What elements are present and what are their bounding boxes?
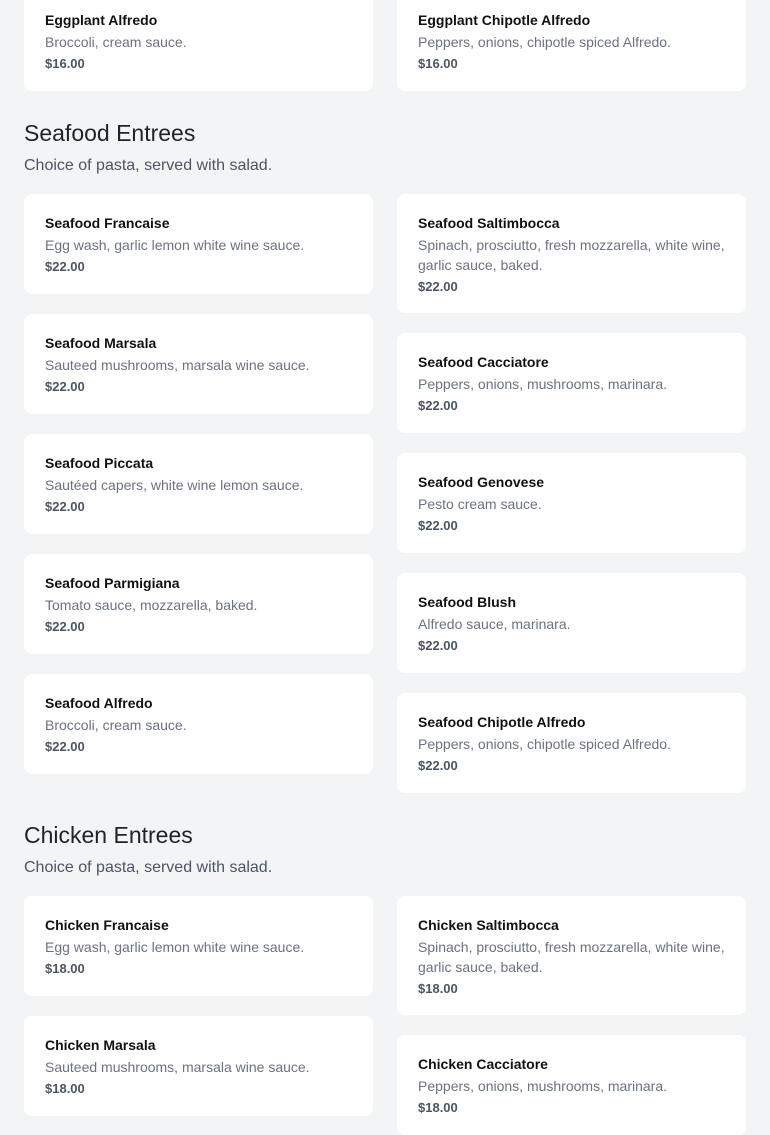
item-price: $16.00: [418, 56, 458, 71]
menu-item-card[interactable]: [24, 554, 373, 654]
item-price: $18.00: [45, 1081, 85, 1096]
eggplant-left-column: [24, 0, 373, 91]
item-name: Seafood Chipotle Alfredo: [418, 714, 586, 730]
item-description: Sautéed capers, white wine lemon sauce.: [45, 477, 304, 493]
section-subtitle: Choice of pasta, served with salad.: [24, 157, 273, 174]
item-price: $18.00: [418, 1100, 458, 1115]
item-description: Sauteed mushrooms, marsala wine sauce.: [45, 357, 310, 373]
item-price: $22.00: [45, 499, 85, 514]
item-price: $16.00: [45, 56, 85, 71]
item-description: Broccoli, cream sauce.: [45, 717, 187, 733]
item-description: Peppers, onions, mushrooms, marinara.: [418, 1078, 667, 1094]
item-name: Chicken Saltimbocca: [418, 917, 559, 933]
item-description: Spinach, prosciutto, fresh mozzarella, white wine, garlic sauce, baked.: [418, 939, 725, 975]
menu-item-card[interactable]: [397, 693, 746, 793]
item-description: Peppers, onions, chipotle spiced Alfredo.: [418, 736, 671, 752]
eggplant-section: [0, 0, 770, 91]
item-name: Seafood Genovese: [418, 474, 545, 490]
item-price: $18.00: [45, 961, 85, 976]
item-price: $22.00: [418, 279, 458, 294]
item-name: Seafood Piccata: [45, 455, 154, 471]
item-description: Alfredo sauce, marinara.: [418, 616, 571, 632]
menu-item-card[interactable]: [24, 194, 373, 294]
item-price: $22.00: [45, 619, 85, 634]
section-title: Chicken Entrees: [24, 822, 193, 848]
item-price: $22.00: [418, 758, 458, 773]
item-price: $22.00: [418, 398, 458, 413]
item-name: Seafood Saltimbocca: [418, 215, 560, 231]
item-description: Pesto cream sauce.: [418, 496, 542, 512]
item-description: Spinach, prosciutto, fresh mozzarella, white wine, garlic sauce, baked.: [418, 237, 725, 273]
item-price: $22.00: [45, 739, 85, 754]
item-description: Tomato sauce, mozzarella, baked.: [45, 597, 258, 613]
seafood-right-column: [397, 194, 746, 793]
section-title: Seafood Entrees: [24, 120, 196, 146]
item-name: Seafood Francaise: [45, 215, 170, 231]
chicken-right-column: [397, 896, 746, 1135]
seafood-left-column: [24, 194, 373, 793]
menu-item-card[interactable]: [397, 333, 746, 433]
menu-item-card[interactable]: [397, 1035, 746, 1135]
item-price: $18.00: [418, 981, 458, 996]
menu-item-card[interactable]: [24, 0, 373, 91]
menu-item-card[interactable]: [397, 573, 746, 673]
item-price: $22.00: [45, 379, 85, 394]
item-description: Sauteed mushrooms, marsala wine sauce.: [45, 1059, 310, 1075]
item-name: Seafood Marsala: [45, 335, 157, 351]
item-price: $22.00: [418, 638, 458, 653]
item-description: Peppers, onions, mushrooms, marinara.: [418, 376, 667, 392]
menu-item-card[interactable]: [24, 896, 373, 996]
item-description: Peppers, onions, chipotle spiced Alfredo.: [418, 34, 671, 50]
section-subtitle: Choice of pasta, served with salad.: [24, 859, 273, 876]
item-name: Eggplant Alfredo: [45, 12, 158, 28]
menu-item-card[interactable]: [24, 434, 373, 534]
chicken-left-column: [24, 896, 373, 1135]
item-description: Broccoli, cream sauce.: [45, 34, 187, 50]
menu-item-card[interactable]: [397, 0, 746, 91]
menu-item-card[interactable]: [397, 896, 746, 1015]
item-description: Egg wash, garlic lemon white wine sauce.: [45, 237, 305, 253]
item-price: $22.00: [418, 518, 458, 533]
item-name: Seafood Blush: [418, 594, 517, 610]
menu-item-card[interactable]: [397, 453, 746, 553]
menu-item-card[interactable]: [24, 674, 373, 774]
item-name: Seafood Cacciatore: [418, 354, 549, 370]
eggplant-grid: [24, 0, 746, 91]
item-name: Eggplant Chipotle Alfredo: [418, 12, 591, 28]
item-name: Chicken Cacciatore: [418, 1056, 548, 1072]
item-name: Chicken Marsala: [45, 1037, 156, 1053]
item-name: Seafood Parmigiana: [45, 575, 180, 591]
menu-item-card[interactable]: [24, 1016, 373, 1116]
item-description: Egg wash, garlic lemon white wine sauce.: [45, 939, 305, 955]
seafood-section: [0, 91, 770, 793]
eggplant-right-column: [397, 0, 746, 91]
seafood-grid: [24, 194, 746, 793]
item-name: Chicken Francaise: [45, 917, 169, 933]
menu-item-card[interactable]: [397, 194, 746, 313]
item-price: $22.00: [45, 259, 85, 274]
menu-item-card[interactable]: [24, 314, 373, 414]
item-name: Seafood Alfredo: [45, 695, 153, 711]
chicken-grid: [24, 896, 746, 1135]
chicken-section: [0, 793, 770, 1135]
